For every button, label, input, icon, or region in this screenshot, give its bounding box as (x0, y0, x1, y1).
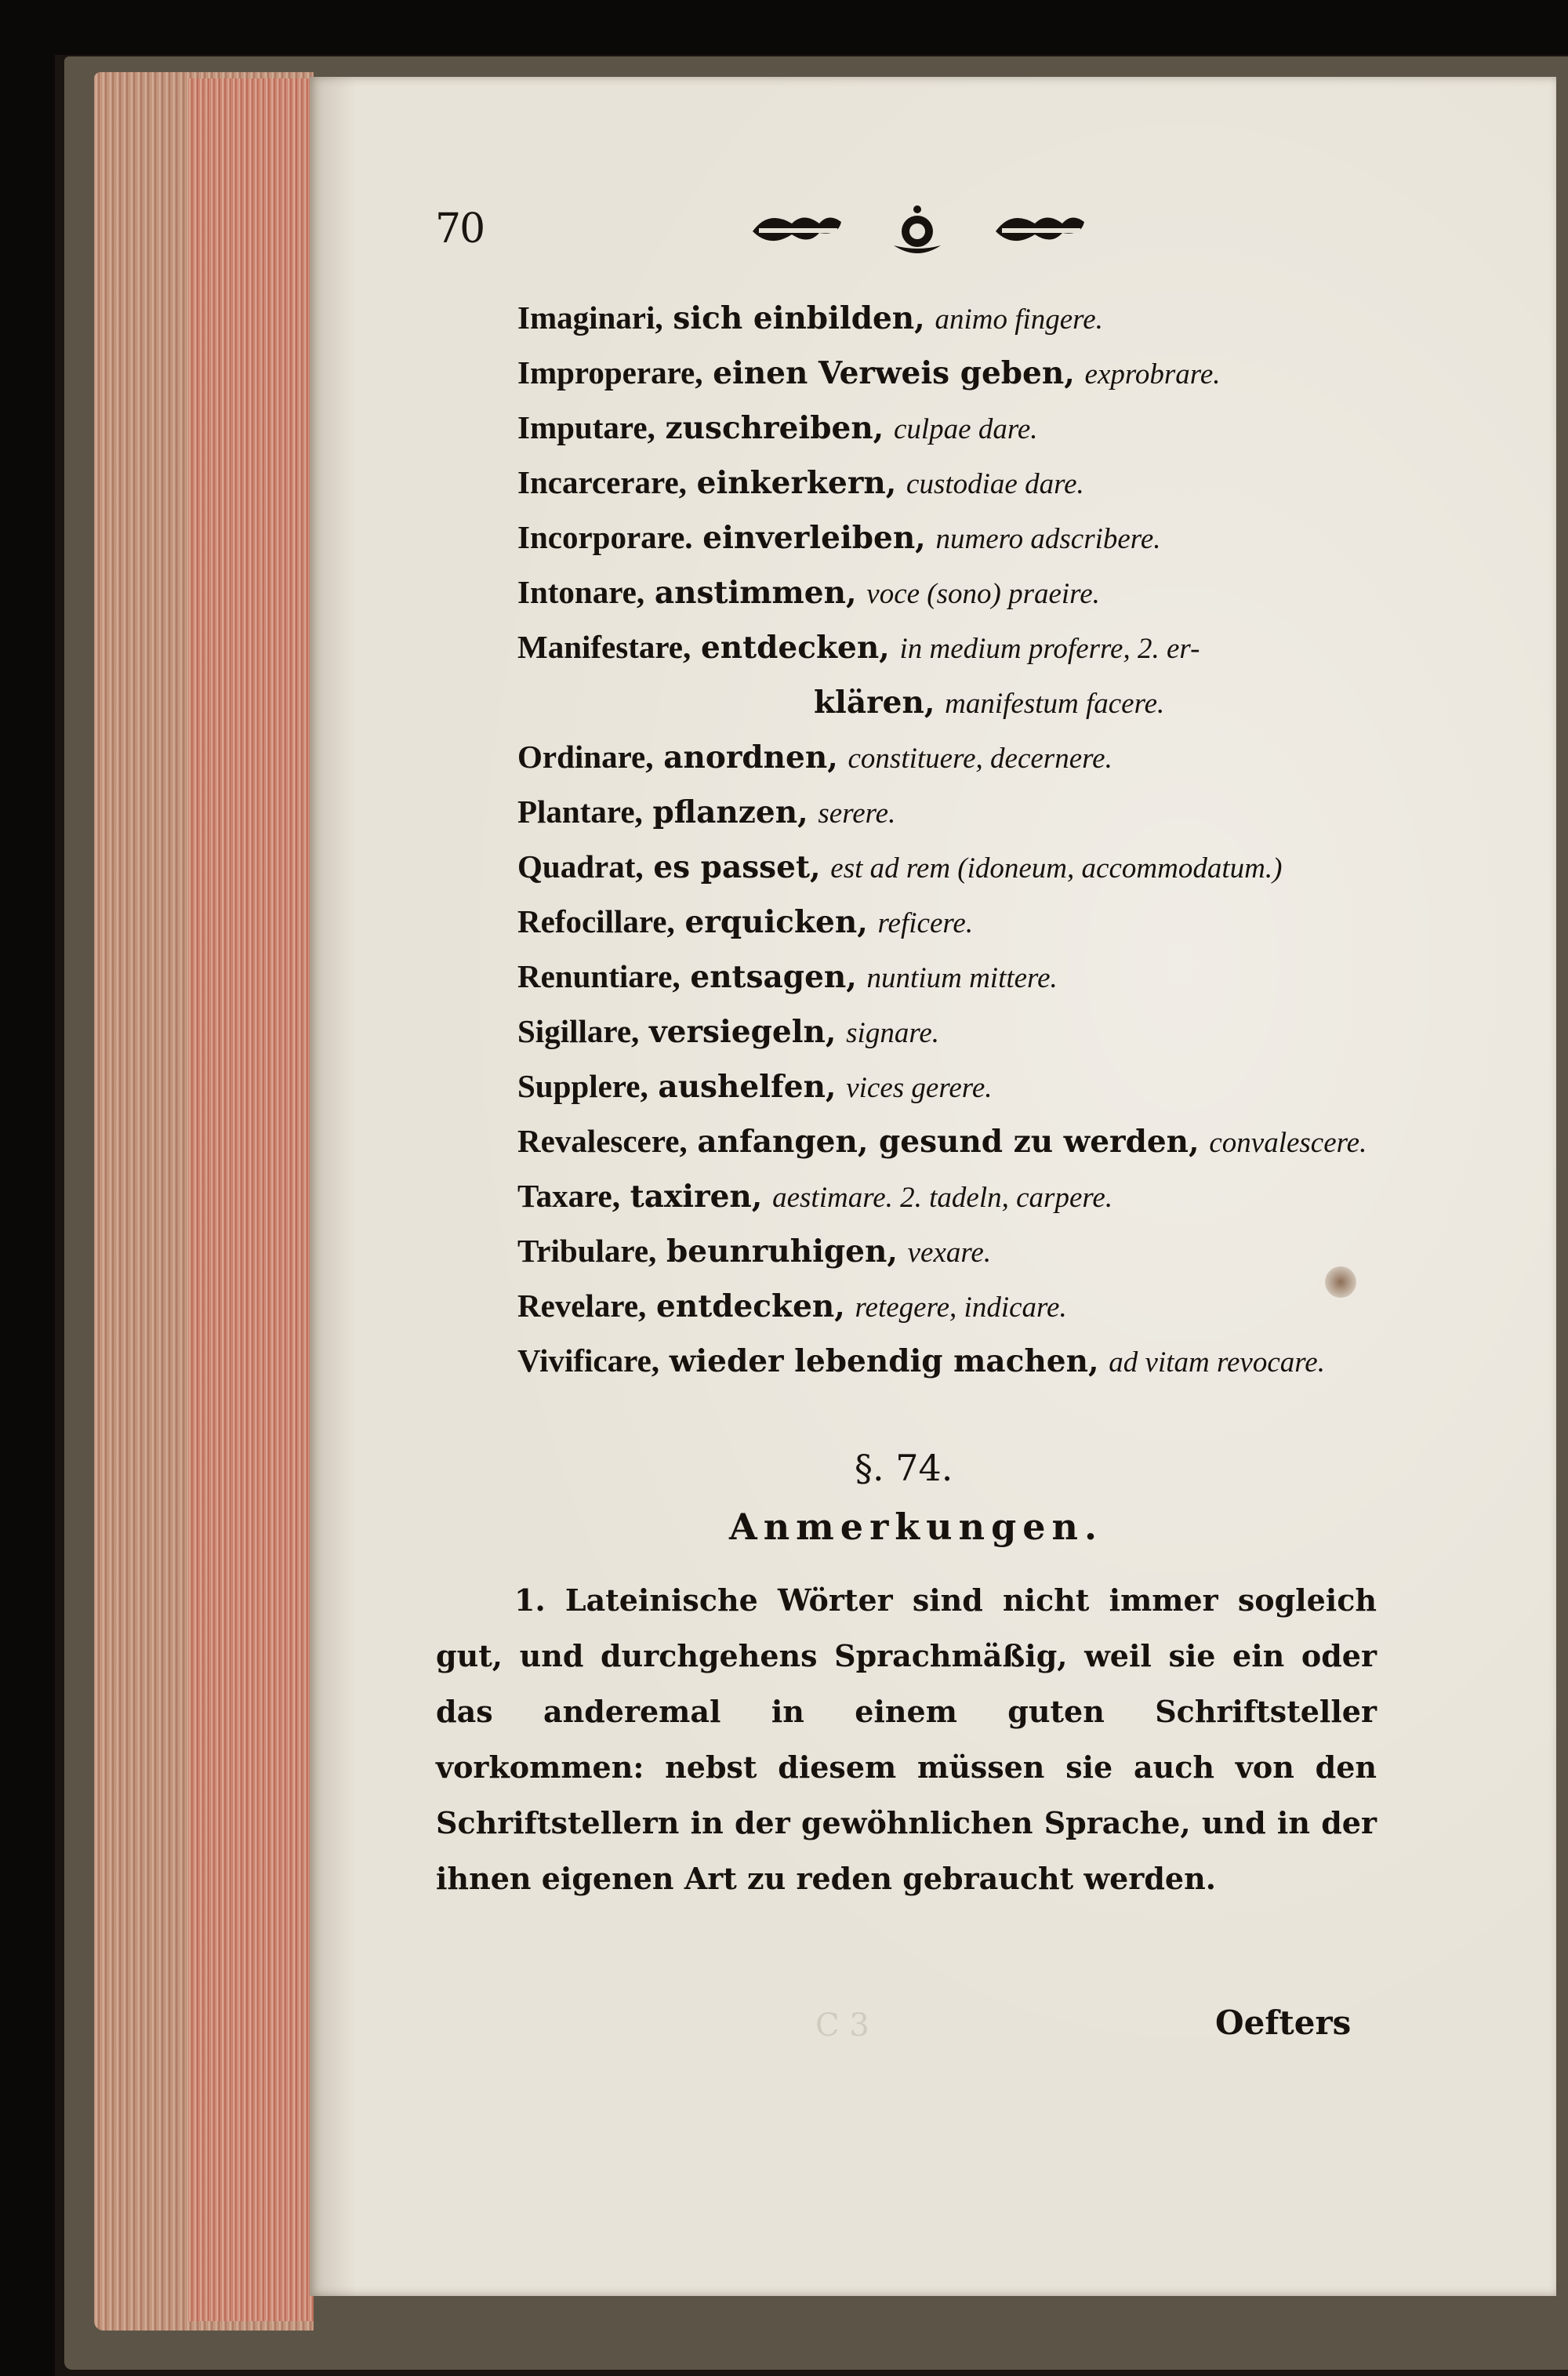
section-number: §. 74. (855, 1447, 953, 1489)
body-paragraph: 1. Lateinische Wörter sind nicht immer sogleich gut, und durchgehens Sprachmäßig, weil sie ein oder das anderemal in einem guten Schriftsteller vorkommen: nebst diesem müssen sie auch von den Schriftstellern in der gewöhnlichen Sprache, und in der ihnen eigenen Art zu reden gebraucht werden. (436, 1582, 1377, 1896)
vocabulary-entry: Imputare, zuschreiben, culpae dare. (517, 409, 1038, 446)
vocabulary-entry-continuation: klären, manifestum facere. (814, 685, 1165, 721)
vocabulary-entry: Vivificare, wieder lebendig machen, ad vitam revocare. (517, 1342, 1325, 1379)
vocabulary-entry: Supplere, aushelfen, vices gerere. (517, 1068, 993, 1105)
signature-mark: C 3 (815, 2007, 869, 2044)
vocabulary-entry: Plantare, pflanzen, serere. (517, 794, 896, 830)
vocabulary-entry: Revelare, entdecken, retegere, indicare. (517, 1288, 1067, 1324)
vocabulary-list (517, 290, 1411, 1388)
vocabulary-entry: Quadrat, es passet, est ad rem (idoneum, accommodatum.) (517, 848, 1283, 885)
vocabulary-entry: Intonare, anstimmen, voce (sono) praeire. (517, 574, 1100, 611)
vocabulary-entry: Refocillare, erquicken, reficere. (517, 903, 974, 940)
vocabulary-entry: Taxare, taxiren, aestimare. 2. tadeln, carpere. (517, 1178, 1113, 1215)
vocabulary-entry: Incarcerare, einkerkern, custodiae dare. (517, 464, 1084, 501)
vocabulary-entry: Renuntiare, entsagen, nuntium mittere. (517, 958, 1058, 995)
vocabulary-entry: Tribulare, beunruhigen, vexare. (517, 1233, 992, 1270)
vocabulary-entry: Manifestare, entdecken, in medium proferre, 2. er- (517, 629, 1200, 666)
catchword: Oefters (1215, 2004, 1352, 2042)
section-heading: Anmerkungen. (729, 1506, 1103, 1548)
vocabulary-entry: Improperare, einen Verweis geben, exprobrare. (517, 354, 1221, 391)
ornament-icon (745, 200, 1090, 263)
vocabulary-entry: Revalescere, anfangen, gesund zu werden, convalescere. (517, 1123, 1367, 1160)
vocabulary-entry: Imaginari, sich einbilden, animo fingere. (517, 300, 1103, 336)
vocabulary-entry: Ordinare, anordnen, constituere, decernere. (517, 739, 1112, 776)
page-number: 70 (435, 205, 485, 252)
red-page-edges (188, 78, 314, 2321)
vocabulary-entry: Sigillare, versiegeln, signare. (517, 1013, 940, 1050)
vocabulary-entry: Incorporare. einverleiben, numero adscribere. (517, 519, 1161, 556)
